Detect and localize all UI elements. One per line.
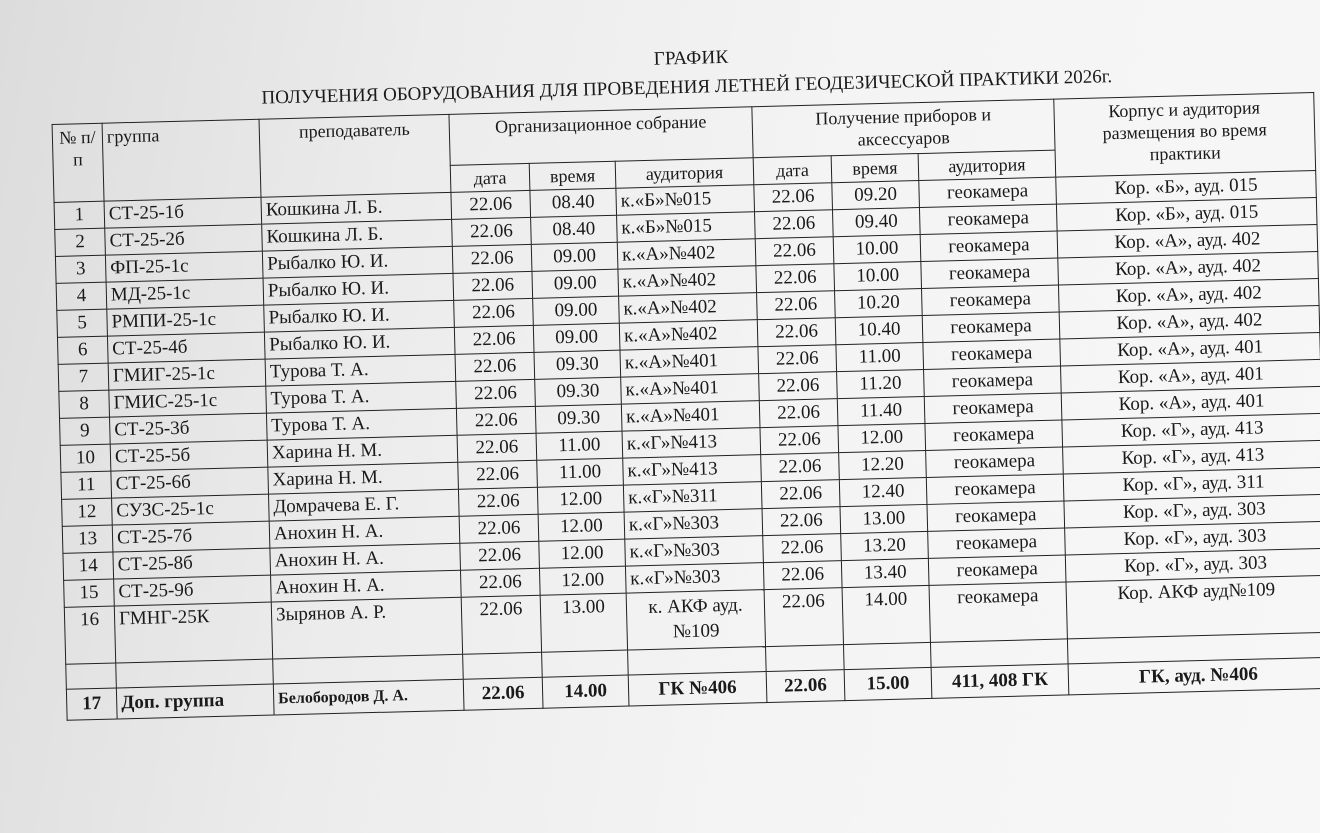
cell-place: Кор. «А», ауд. 401 bbox=[1060, 332, 1320, 366]
header-group: группа bbox=[102, 119, 261, 201]
cell-recv-time: 13.40 bbox=[841, 558, 929, 587]
cell-number: 2 bbox=[55, 228, 106, 256]
cell-org-room: к.«А»№402 bbox=[618, 266, 757, 296]
cell-teacher: Кошкина Л. Б. bbox=[261, 192, 452, 224]
cell-recv-time: 09.20 bbox=[832, 181, 920, 210]
cell-org-time: 09.00 bbox=[532, 269, 619, 298]
cell-recv-room: геокамера bbox=[923, 339, 1061, 369]
cell-teacher: Харина Н. М. bbox=[267, 435, 458, 467]
header-number: № п/п bbox=[52, 123, 104, 202]
cell-org-time: 12.00 bbox=[539, 539, 626, 568]
cell-teacher: Рыбалко Ю. И. bbox=[264, 327, 455, 359]
cell-group: Доп. группа bbox=[116, 684, 274, 719]
cell-org-room: к. АКФ ауд. №109 bbox=[626, 590, 765, 650]
cell-teacher: Домрачева Е. Г. bbox=[269, 489, 460, 521]
cell-recv-room: геокамера bbox=[919, 204, 1057, 234]
cell-number: 11 bbox=[61, 471, 112, 499]
cell-recv-date: 22.06 bbox=[762, 507, 841, 536]
document-subtitle: ПОЛУЧЕНИЯ ОБОРУДОВАНИЯ ДЛЯ ПРОВЕДЕНИЯ ЛЕТНЕЙ ГЕОДЕЗИЧЕСКОЙ ПРАКТИКИ 2026г. bbox=[261, 66, 1113, 109]
cell-org-date: 22.06 bbox=[460, 541, 540, 570]
cell-teacher: Турова Т. А. bbox=[266, 408, 457, 440]
cell-place: Кор. «А», ауд. 401 bbox=[1061, 359, 1320, 393]
cell-place: Кор. «Б», ауд. 015 bbox=[1056, 197, 1317, 231]
schedule-rows bbox=[54, 171, 1320, 608]
cell-group: ФП-25-1с bbox=[105, 251, 263, 282]
cell-recv-time: 10.20 bbox=[835, 289, 923, 318]
cell-org-room: к.«А»№401 bbox=[620, 347, 759, 377]
cell-recv-room: геокамера bbox=[928, 555, 1066, 585]
cell-recv-time: 10.00 bbox=[833, 235, 921, 264]
cell-org-room: к.«Б»№015 bbox=[616, 185, 755, 215]
cell-teacher: Зырянов А. Р. bbox=[271, 597, 462, 659]
schedule-document bbox=[50, 30, 1320, 721]
cell-org-time: 11.00 bbox=[537, 458, 624, 487]
cell-org-time: 08.40 bbox=[531, 215, 618, 244]
cell-org-time: 09.30 bbox=[535, 404, 622, 433]
cell-teacher: Белобородов Д. А. bbox=[273, 679, 464, 715]
header-teacher: преподаватель bbox=[259, 114, 451, 197]
cell-group: ГМНГ-25К bbox=[114, 602, 272, 663]
header-time: время bbox=[529, 161, 616, 190]
cell-org-room: к.«А»№401 bbox=[621, 401, 760, 431]
cell-place: Кор. «Г», ауд. 303 bbox=[1064, 494, 1320, 528]
cell-place: Кор. «А», ауд. 402 bbox=[1059, 305, 1320, 339]
cell-recv-room: геокамера bbox=[926, 474, 1064, 504]
cell-recv-date: 22.06 bbox=[764, 588, 843, 647]
cell-group: СТ-25-4б bbox=[107, 332, 265, 363]
cell-recv-time: 13.00 bbox=[840, 504, 928, 533]
cell-number: 7 bbox=[58, 363, 109, 391]
cell-place: Кор. «Г», ауд. 311 bbox=[1063, 467, 1320, 501]
cell-org-time: 09.00 bbox=[531, 242, 618, 271]
cell-place: Кор. «Г», ауд. 413 bbox=[1063, 440, 1320, 474]
cell-group: СТ-25-7б bbox=[112, 521, 270, 552]
cell-recv-date: 22.06 bbox=[761, 480, 840, 509]
cell-group: РМПИ-25-1с bbox=[107, 305, 265, 336]
cell-org-date: 22.06 bbox=[452, 244, 532, 273]
cell-teacher: Анохин Н. А. bbox=[271, 570, 462, 602]
cell-org-room: к.«Б»№015 bbox=[617, 212, 756, 242]
cell-number: 1 bbox=[54, 201, 105, 229]
cell-recv-date: 22.06 bbox=[763, 561, 842, 590]
cell-org-time: 11.00 bbox=[536, 431, 623, 460]
cell-org-date: 22.06 bbox=[451, 190, 531, 219]
header-time-2: время bbox=[831, 154, 919, 183]
cell-org-date: 22.06 bbox=[460, 568, 540, 597]
cell-recv-room: геокамера bbox=[926, 447, 1064, 477]
cell-place: Кор. «А», ауд. 402 bbox=[1058, 251, 1319, 285]
cell-group: СУЗС-25-1с bbox=[112, 494, 270, 525]
cell-org-room: ГК №406 bbox=[628, 672, 767, 706]
cell-recv-date: 22.06 bbox=[757, 318, 836, 347]
cell-number: 9 bbox=[60, 417, 111, 445]
cell-number: 5 bbox=[57, 309, 108, 337]
cell-group: СТ-25-2б bbox=[105, 224, 263, 255]
cell-place: ГК, ауд. №406 bbox=[1068, 657, 1320, 695]
cell-org-room: к.«А»№401 bbox=[621, 374, 760, 404]
cell-org-room: к.«Г»№303 bbox=[624, 509, 763, 539]
cell-number: 16 bbox=[64, 606, 115, 664]
cell-recv-room: геокамера bbox=[922, 312, 1060, 342]
cell-org-time: 12.00 bbox=[537, 485, 624, 514]
cell-recv-time: 12.40 bbox=[839, 477, 927, 506]
cell-place: Кор. «Г», ауд. 413 bbox=[1062, 413, 1320, 447]
cell-org-date: 22.06 bbox=[456, 406, 536, 435]
cell-org-date: 22.06 bbox=[457, 433, 537, 462]
cell-org-time: 09.30 bbox=[534, 350, 621, 379]
cell-teacher: Харина Н. М. bbox=[268, 462, 459, 494]
cell-group: ГМИГ-25-1с bbox=[108, 359, 266, 390]
cell-org-room: к.«А»№402 bbox=[617, 239, 756, 269]
cell-org-date: 22.06 bbox=[459, 514, 539, 543]
cell-org-date: 22.06 bbox=[453, 271, 533, 300]
cell-teacher: Турова Т. А. bbox=[265, 354, 456, 386]
cell-number: 13 bbox=[62, 525, 113, 553]
cell-recv-date: 22.06 bbox=[766, 670, 845, 703]
cell-recv-date: 22.06 bbox=[763, 534, 842, 563]
cell-org-date: 22.06 bbox=[461, 595, 541, 654]
cell-org-time: 08.40 bbox=[530, 188, 617, 217]
cell-org-time: 09.00 bbox=[533, 323, 620, 352]
cell-recv-date: 22.06 bbox=[755, 210, 834, 239]
cell-teacher: Рыбалко Ю. И. bbox=[262, 246, 453, 278]
cell-org-room: к.«Г»№311 bbox=[623, 482, 762, 512]
cell-recv-room: геокамера bbox=[924, 393, 1062, 423]
cell-recv-room: геокамера bbox=[919, 177, 1057, 207]
header-org-meeting: Организационное собрание bbox=[449, 107, 753, 166]
cell-recv-time: 12.20 bbox=[839, 450, 927, 479]
document-title: ГРАФИК bbox=[653, 46, 729, 70]
cell-org-date: 22.06 bbox=[458, 460, 538, 489]
cell-org-time: 13.00 bbox=[540, 593, 627, 652]
cell-recv-time: 11.40 bbox=[837, 396, 925, 425]
header-building: Корпус и аудитория размещения во время практики bbox=[1054, 93, 1316, 178]
cell-recv-room: геокамера bbox=[921, 258, 1059, 288]
cell-org-date: 22.06 bbox=[458, 487, 538, 516]
cell-org-time: 12.00 bbox=[538, 512, 625, 541]
cell-org-room: к.«А»№402 bbox=[619, 293, 758, 323]
header-date: дата bbox=[450, 163, 530, 192]
cell-recv-date: 22.06 bbox=[761, 453, 840, 482]
cell-org-room: к.«Г»№303 bbox=[625, 536, 764, 566]
schedule-table bbox=[52, 92, 1320, 721]
cell-teacher: Турова Т. А. bbox=[266, 381, 457, 413]
cell-number: 4 bbox=[56, 282, 107, 310]
cell-place: Кор. «А», ауд. 402 bbox=[1057, 224, 1318, 258]
cell-org-date: 22.06 bbox=[456, 379, 536, 408]
cell-org-room: к.«Г»№413 bbox=[623, 455, 762, 485]
cell-number: 3 bbox=[55, 255, 106, 283]
cell-org-date: 22.06 bbox=[452, 217, 532, 246]
cell-number: 15 bbox=[64, 579, 115, 607]
cell-group: СТ-25-1б bbox=[104, 197, 262, 228]
cell-recv-time: 13.20 bbox=[841, 531, 929, 560]
cell-org-time: 14.00 bbox=[542, 675, 629, 708]
cell-recv-date: 22.06 bbox=[757, 291, 836, 320]
cell-org-room: к.«Г»№303 bbox=[625, 563, 764, 593]
cell-recv-room: геокамера bbox=[922, 285, 1060, 315]
cell-org-date: 22.06 bbox=[454, 298, 534, 327]
cell-place: Кор. «А», ауд. 401 bbox=[1061, 386, 1320, 420]
cell-org-time: 09.30 bbox=[535, 377, 622, 406]
cell-org-date: 22.06 bbox=[455, 352, 535, 381]
cell-group: СТ-25-5б bbox=[110, 440, 268, 471]
cell-place: Кор. АКФ ауд№109 bbox=[1066, 575, 1320, 639]
header-room-2: аудитория bbox=[918, 150, 1056, 180]
cell-recv-time: 11.20 bbox=[837, 369, 925, 398]
cell-teacher: Кошкина Л. Б. bbox=[262, 219, 453, 251]
cell-org-date: 22.06 bbox=[463, 677, 543, 710]
cell-org-time: 12.00 bbox=[539, 566, 626, 595]
cell-recv-date: 22.06 bbox=[755, 237, 834, 266]
cell-number: 10 bbox=[60, 444, 111, 472]
cell-recv-room: геокамера bbox=[927, 501, 1065, 531]
cell-number: 8 bbox=[59, 390, 110, 418]
cell-recv-date: 22.06 bbox=[760, 426, 839, 455]
cell-group: МД-25-1с bbox=[106, 278, 264, 309]
cell-place: Кор. «Г», ауд. 303 bbox=[1065, 548, 1320, 582]
cell-recv-room: геокамера bbox=[929, 582, 1067, 642]
cell-recv-date: 22.06 bbox=[759, 372, 838, 401]
cell-group: СТ-25-9б bbox=[114, 575, 272, 606]
cell-group: СТ-25-8б bbox=[113, 548, 271, 579]
cell-group: СТ-25-3б bbox=[110, 413, 268, 444]
cell-org-room: к.«Г»№413 bbox=[622, 428, 761, 458]
cell-teacher: Рыбалко Ю. И. bbox=[263, 273, 454, 305]
cell-org-date: 22.06 bbox=[454, 325, 534, 354]
cell-recv-time: 14.00 bbox=[842, 585, 930, 644]
cell-recv-room: геокамера bbox=[925, 420, 1063, 450]
cell-recv-room: геокамера bbox=[924, 366, 1062, 396]
cell-teacher: Анохин Н. А. bbox=[269, 516, 460, 548]
cell-recv-room: 411, 408 ГК bbox=[931, 664, 1069, 698]
cell-teacher: Рыбалко Ю. И. bbox=[264, 300, 455, 332]
cell-recv-date: 22.06 bbox=[759, 399, 838, 428]
cell-number: 12 bbox=[62, 498, 113, 526]
cell-recv-time: 09.40 bbox=[833, 208, 921, 237]
cell-recv-time: 10.00 bbox=[834, 262, 922, 291]
header-room: аудитория bbox=[615, 158, 754, 188]
cell-recv-date: 22.06 bbox=[754, 183, 833, 212]
header-receiving: Получение приборов и аксессуаров bbox=[752, 99, 1055, 158]
cell-recv-time: 10.40 bbox=[835, 316, 923, 345]
cell-place: Кор. «Б», ауд. 015 bbox=[1056, 171, 1317, 205]
cell-teacher: Анохин Н. А. bbox=[270, 543, 461, 575]
cell-recv-time: 15.00 bbox=[844, 667, 932, 700]
cell-number: 6 bbox=[57, 336, 108, 364]
cell-recv-date: 22.06 bbox=[756, 264, 835, 293]
cell-place: Кор. «Г», ауд. 303 bbox=[1065, 521, 1320, 555]
cell-recv-room: геокамера bbox=[928, 528, 1066, 558]
cell-recv-room: геокамера bbox=[920, 231, 1058, 261]
cell-number: 17 bbox=[66, 688, 117, 720]
cell-group: СТ-25-6б bbox=[111, 467, 269, 498]
cell-group: ГМИС-25-1с bbox=[109, 386, 267, 417]
header-date-2: дата bbox=[753, 156, 832, 185]
cell-recv-date: 22.06 bbox=[758, 345, 837, 374]
cell-org-room: к.«А»№402 bbox=[619, 320, 758, 350]
cell-org-time: 09.00 bbox=[533, 296, 620, 325]
cell-recv-time: 11.00 bbox=[836, 343, 924, 372]
cell-place: Кор. «А», ауд. 402 bbox=[1058, 278, 1319, 312]
cell-number: 14 bbox=[63, 552, 114, 580]
cell-recv-time: 12.00 bbox=[838, 423, 926, 452]
